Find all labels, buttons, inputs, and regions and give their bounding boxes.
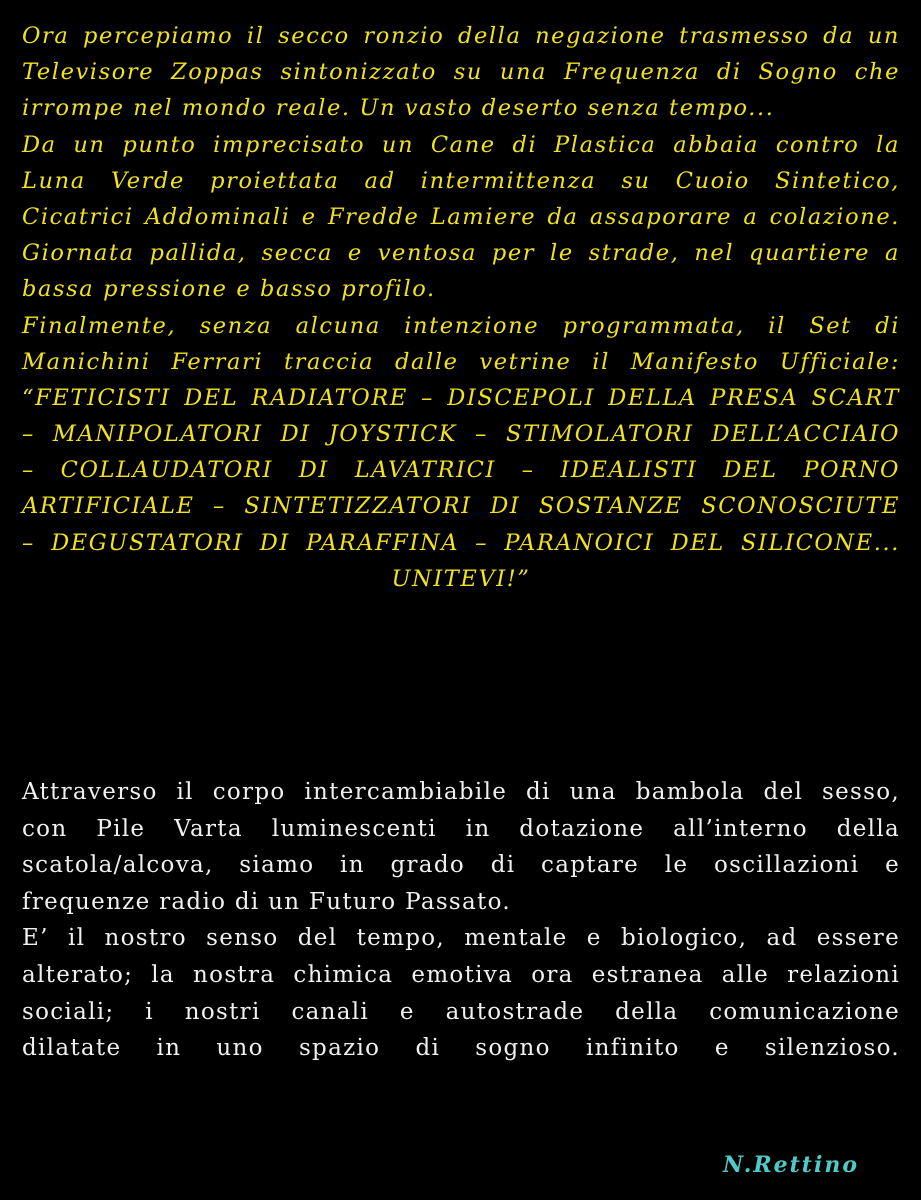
- text-line: Televisore Zoppas sintonizzato su una Frequenza di Sogno che: [22, 59, 900, 86]
- text-line: frequenze radio di un Futuro Passato.: [22, 888, 511, 915]
- manifesto-paragraph: [22, 18, 900, 597]
- text-line: Da un punto imprecisato un Cane di Plastica abbaia contro la: [22, 131, 900, 158]
- body-paragraph: [22, 774, 900, 1067]
- text-line: UNITEVI!”: [391, 565, 531, 592]
- text-line: Manichini Ferrari traccia dalle vetrine il Manifesto Ufficiale:: [22, 348, 900, 375]
- text-line: Finalmente, senza alcuna intenzione programmata, il Set di: [22, 312, 900, 339]
- text-line: – DEGUSTATORI DI PARAFFINA – PARANOICI DEL SILICONE...: [22, 529, 900, 556]
- text-line: – COLLAUDATORI DI LAVATRICI – IDEALISTI DEL PORNO: [22, 457, 900, 484]
- text-line: Attraverso il corpo intercambiabile di una bambola del sesso,: [22, 779, 900, 805]
- author-signature: N.Rettino: [723, 1152, 859, 1178]
- text-line: Luna Verde proiettata ad intermittenza su Cuoio Sintetico,: [22, 167, 900, 194]
- text-line: sociali; i nostri canali e autostrade della comunicazione: [22, 998, 900, 1025]
- text-line: dilatate in uno spazio di sogno infinito e silenzioso.: [22, 1035, 900, 1062]
- text-line: irrompe nel mondo reale. Un vasto deserto senza tempo...: [22, 95, 775, 122]
- text-line: ARTIFICIALE – SINTETIZZATORI DI SOSTANZE SCONOSCIUTE: [22, 493, 900, 520]
- text-line: Giornata pallida, secca e ventosa per le strade, nel quartiere a: [22, 240, 900, 267]
- text-line: E’ il nostro senso del tempo, mentale e biologico, ad essere: [22, 925, 900, 952]
- text-line: alterato; la nostra chimica emotiva ora estranea alle relazioni: [22, 961, 900, 988]
- text-line: “FETICISTI DEL RADIATORE – DISCEPOLI DELLA PRESA SCART: [22, 384, 900, 411]
- text-line: Cicatrici Addominali e Fredde Lamiere da assaporare a colazione.: [22, 203, 900, 230]
- text-line: con Pile Varta luminescenti in dotazione all’interno della: [22, 815, 900, 842]
- text-line: – MANIPOLATORI DI JOYSTICK – STIMOLATORI DELL’ACCIAIO: [22, 421, 900, 448]
- text-line: scatola/alcova, siamo in grado di captare le oscillazioni e: [22, 852, 900, 879]
- text-line: bassa pressione e basso profilo.: [22, 276, 436, 303]
- text-line: Ora percepiamo il secco ronzio della negazione trasmesso da un: [22, 23, 900, 49]
